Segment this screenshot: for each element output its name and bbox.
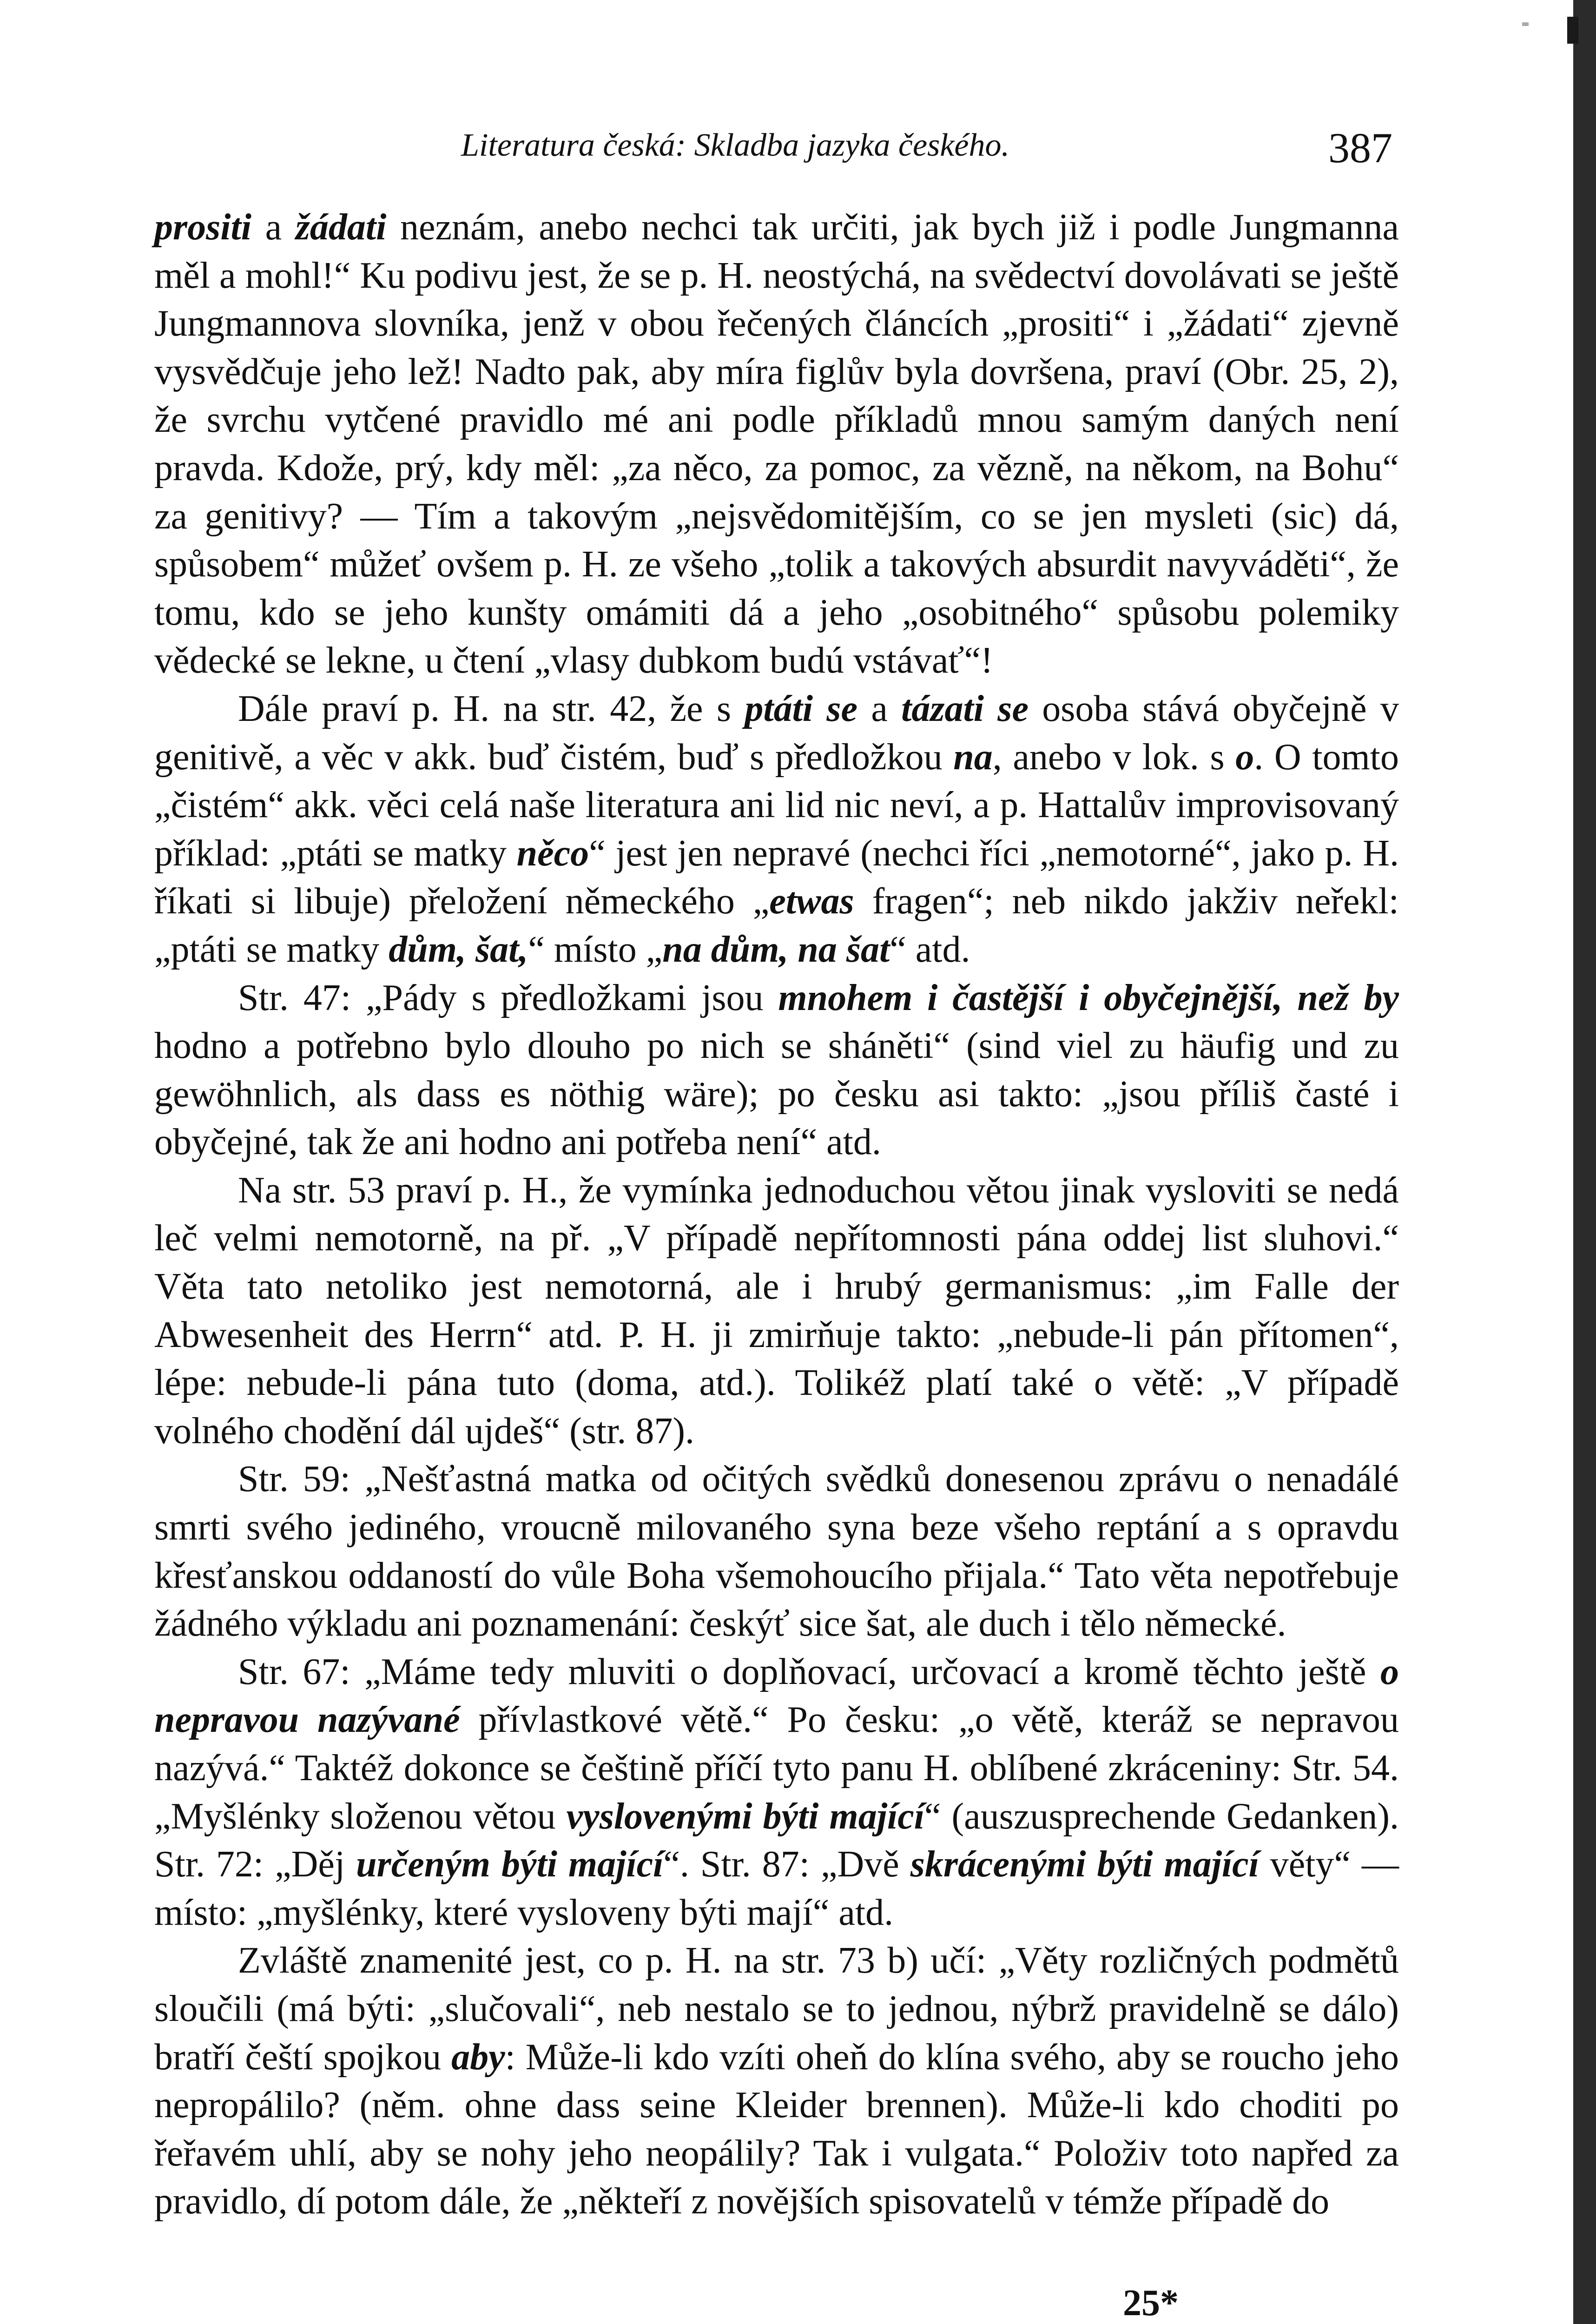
emphasis-text: aby [451, 2036, 505, 2078]
text-run: věty“ — místo: „myšlénky, které vysloveny býti mají“ atd. [154, 1844, 1399, 1933]
paragraph [154, 685, 1399, 974]
emphasis-text: tázati se [901, 688, 1029, 729]
text-run: Dále praví p. H. na str. 42, že s [238, 688, 745, 729]
text-run: “ (auszusprechende Gedanken). Str. 72: „Děj [154, 1796, 1399, 1885]
paragraph [154, 1937, 1399, 2226]
text-run: : Může-li kdo vzíti oheň do klína svého, aby se roucho jeho nepropálilo? (něm. ohne dass seine Kleider brennen). Může-li kdo choditi po řeřavém uhlí, aby se nohy jeho neopálily? Tak i vulgata.“ Položiv toto napřed za pravidlo, dí potom dále, že „někteří z novějších spisovatelů v témže případě do [154, 2036, 1399, 2222]
text-run: “ místo „ [528, 929, 663, 970]
signature-mark: 25* [1123, 2283, 1179, 2324]
text-run: Zvláště znamenité jest, co p. H. na str. 73 b) učí: „Věty rozličných podmětů sloučili (má býti: „slučovali“, neb nestalo se to jednou, nýbrž pravidelně se dálo) bratří čeští spojkou [154, 1940, 1399, 2078]
text-run: “ jest jen nepravé (nechci říci „nemotorné“, jako p. H. říkati si libuje) přeložení německého „ [154, 832, 1399, 922]
text-run: “ atd. [890, 929, 970, 970]
text-run: hodno a potřebno bylo dlouho po nich se sháněti“ (sind viel zu häufig und zu gewöhnlich, als dass es nöthig wäre); po česku asi takto: „jsou příliš časté i obyčejné, tak že ani hodno ani potřeba není“ atd. [154, 1025, 1399, 1163]
scan-edge-mark [1567, 17, 1578, 44]
emphasis-text: něco [516, 832, 589, 874]
text-run: fragen“; neb nikdo jakživ neřekl: „ptáti se matky [154, 881, 1399, 970]
running-head-title: Literatura česká: Skladba jazyka českého. [461, 127, 1009, 163]
emphasis-text: skrácenými býti mající [910, 1844, 1259, 1885]
emphasis-text: žádati [295, 207, 387, 248]
running-head [0, 119, 1596, 184]
text-run: neznám, anebo nechci tak určiti, jak bych již i podle Jungmanna měl a mohl!“ Ku podivu jest, že se p. H. neostýchá, na svědectví dovolávati se ještě Jungmannova slovníka, jenž v obou řečených článcích „prositi“ i „žádati“ zjevně vysvědčuje jeho lež! Nadto pak, aby míra figlův byla dovršena, praví (Obr. 25, 2), že svrchu vytčené pravidlo mé ani podle příkladů mnou samým daných není pravda. Kdože, prý, kdy měl: „za něco, za pomoc, za vězně, na někom, na Bohu“ za genitivy? — Tím a takovým „nejsvědomitějším, co se jen mysleti (sic) dá, spůsobem“ můžeť ovšem p. H. ze všeho „tolik a takových absurdit navyváděti“, že tomu, kdo se jeho kunšty omámiti dá a jeho „osobitného“ spůsobu polemiky vědecké se lekne, u čtení „vlasy dubkom budú vstávať“! [154, 207, 1399, 681]
text-run: . O tomto „čistém“ akk. věci celá naše literatura ani lid nic neví, a p. Hattalův improvisovaný příklad: „ptáti se matky [154, 736, 1399, 874]
emphasis-text: na [953, 736, 993, 778]
text-run: přívlastkové větě.“ Po česku: „o větě, kteráž se nepravou nazývá.“ Taktéž dokonce se češtině příčí tyto panu H. oblíbené zkráceniny: Str. 54. „Myšlénky složenou větou [154, 1699, 1399, 1837]
emphasis-text: ptáti se [745, 688, 857, 729]
paragraph [154, 1167, 1399, 1456]
emphasis-text: dům, šat, [389, 929, 528, 970]
text-run: “. Str. 87: „Dvě [663, 1844, 910, 1885]
scan-edge-right [1573, 0, 1596, 2324]
emphasis-text: vyslovenými býti mající [566, 1796, 924, 1837]
emphasis-text: na dům, na šat [662, 929, 890, 970]
emphasis-text: prositi [154, 207, 251, 248]
emphasis-text: určeným býti mající [356, 1844, 664, 1885]
scan-speck [1522, 22, 1529, 26]
text-run: a [857, 688, 902, 729]
text-run: Str. 47: „Pády s předložkami jsou [238, 977, 778, 1018]
text-run: , anebo v lok. s [992, 736, 1236, 778]
emphasis-text: o nepravou nazývané [154, 1651, 1399, 1741]
emphasis-text: mnohem i častější i obyčejnější, než by [778, 977, 1399, 1018]
paragraph [154, 1455, 1399, 1648]
text-run: Na str. 53 praví p. H., že vymínka jednoduchou větou jinak vysloviti se nedá leč velmi nemotorně, na př. „V případě nepřítomnosti pána oddej list sluhovi.“ Věta tato netoliko jest nemotorná, ale i hrubý germanismus: „im Falle der Abwesenheit des Herrn“ atd. P. H. ji zmirňuje takto: „nebude-li pán přítomen“, lépe: nebude-li pána tuto (doma, atd.). Tolikéž platí také o větě: „V případě volného chodění dál ujdeš“ (str. 87). [154, 1169, 1399, 1452]
body-text [154, 204, 1399, 2226]
emphasis-text: etwas [769, 881, 854, 922]
paragraph [154, 974, 1399, 1167]
emphasis-text: o [1235, 736, 1254, 778]
paragraph [154, 1648, 1399, 1937]
page-number: 387 [1328, 124, 1392, 172]
text-run: Str. 67: „Máme tedy mluviti o doplňovací, určovací a kromě těchto ještě [238, 1651, 1380, 1692]
paragraph [154, 204, 1399, 685]
text-run: osoba stává obyčejně v genitivě, a věc v akk. buď čistém, buď s předložkou [154, 688, 1399, 778]
text-run: Str. 59: „Nešťastná matka od očitých svědků donesenou zprávu o nenadálé smrti svého jediného, vroucně milovaného syna beze všeho reptání a s opravdu křesťanskou oddaností do vůle Boha všemohoucího přijala.“ Tato věta nepotřebuje žádného výkladu ani poznamenání: českýť sice šat, ale duch i tělo německé. [154, 1459, 1399, 1644]
text-run: a [251, 207, 296, 248]
